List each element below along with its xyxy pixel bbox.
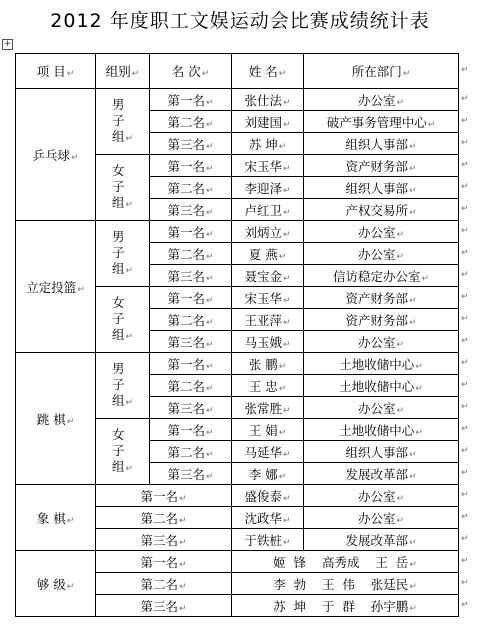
return-arrow-icon: ↵ bbox=[178, 515, 187, 526]
return-arrow-icon: ↵ bbox=[408, 471, 417, 482]
return-arrow-icon: ↵ bbox=[409, 581, 417, 592]
return-arrow-icon: ↵ bbox=[278, 251, 287, 262]
return-arrow-icon: ↵ bbox=[408, 537, 417, 548]
return-arrow-icon: ↵ bbox=[461, 533, 469, 544]
name-cell: 沈政华↵ bbox=[232, 507, 304, 529]
rank-cell: 第二名↵ bbox=[150, 177, 232, 199]
table-row bbox=[16, 89, 459, 111]
return-arrow-icon: ↵ bbox=[125, 265, 134, 276]
return-arrow-icon: ↵ bbox=[278, 427, 287, 438]
header-row bbox=[16, 54, 459, 89]
rank-cell: 第二名↵ bbox=[150, 375, 232, 397]
event-name: 立定投篮↵ bbox=[16, 221, 96, 353]
rank-cell: 第一名↵ bbox=[96, 551, 232, 573]
return-arrow-icon: ↵ bbox=[461, 555, 469, 566]
return-arrow-icon: ↵ bbox=[66, 416, 75, 427]
rank-cell: 第一名↵ bbox=[150, 419, 232, 441]
group-label-text: 女子组 bbox=[111, 294, 125, 342]
dept-cell: 土地收储中心↵ bbox=[304, 419, 459, 441]
return-arrow-icon: ↵ bbox=[125, 463, 134, 474]
return-arrow-icon: ↵ bbox=[461, 203, 469, 214]
return-arrow-icon: ↵ bbox=[178, 493, 187, 504]
group-label-text: 男子组 bbox=[111, 228, 125, 276]
dept-cell: 信访稳定办公室↵ bbox=[304, 265, 459, 287]
name-cell: 聂宝金↵ bbox=[232, 265, 304, 287]
return-arrow-icon: ↵ bbox=[461, 423, 469, 434]
group-label-text: 男子组 bbox=[111, 96, 125, 144]
return-arrow-icon: ↵ bbox=[205, 141, 214, 152]
dept-cell: 办公室↵ bbox=[304, 89, 459, 111]
return-arrow-icon: ↵ bbox=[461, 225, 469, 236]
return-arrow-icon: ↵ bbox=[461, 115, 469, 126]
return-arrow-icon: ↵ bbox=[282, 163, 291, 174]
return-arrow-icon: ↵ bbox=[409, 559, 417, 570]
table-row bbox=[16, 551, 459, 573]
dept-cell: 资产财务部↵ bbox=[304, 309, 459, 331]
dept-cell: 组织人事部↵ bbox=[304, 133, 459, 155]
dept-cell: 办公室↵ bbox=[304, 243, 459, 265]
return-arrow-icon: ↵ bbox=[461, 379, 469, 390]
return-arrow-icon: ↵ bbox=[278, 69, 287, 79]
return-arrow-icon: ↵ bbox=[461, 269, 469, 280]
name-cell: 马玉娥↵ bbox=[232, 331, 304, 353]
rank-cell: 第一名↵ bbox=[150, 155, 232, 177]
rank-cell: 第二名↵ bbox=[96, 507, 232, 529]
return-arrow-icon: ↵ bbox=[282, 537, 291, 548]
return-arrow-icon: ↵ bbox=[415, 383, 423, 394]
return-arrow-icon: ↵ bbox=[461, 93, 469, 104]
return-arrow-icon: ↵ bbox=[205, 185, 214, 196]
return-arrow-icon: ↵ bbox=[205, 361, 214, 372]
dept-cell: 办公室↵ bbox=[304, 397, 459, 419]
rank-cell: 第三名↵ bbox=[150, 397, 232, 419]
dept-cell: 资产财务部↵ bbox=[304, 287, 459, 309]
return-arrow-icon: ↵ bbox=[66, 69, 75, 79]
header-event: 项 目↵ bbox=[16, 54, 96, 89]
dept-cell: 土地收储中心↵ bbox=[304, 375, 459, 397]
results-table bbox=[15, 53, 459, 617]
name-cell: 夏 燕↵ bbox=[232, 243, 304, 265]
return-arrow-icon: ↵ bbox=[125, 397, 134, 408]
return-arrow-icon: ↵ bbox=[205, 405, 214, 416]
dept-cell: 组织人事部↵ bbox=[304, 441, 459, 463]
event-name: 象 棋↵ bbox=[16, 485, 96, 551]
return-arrow-icon: ↵ bbox=[282, 119, 291, 130]
group-label bbox=[96, 419, 150, 485]
rank-cell: 第二名↵ bbox=[150, 309, 232, 331]
return-arrow-icon: ↵ bbox=[282, 317, 291, 328]
rank-cell: 第三名↵ bbox=[150, 199, 232, 221]
dept-cell: 破产事务管理中心↵ bbox=[304, 111, 459, 133]
return-arrow-icon: ↵ bbox=[178, 581, 187, 592]
group-label bbox=[96, 353, 150, 419]
return-arrow-icon: ↵ bbox=[278, 383, 287, 394]
team-cell: 李 勃 王 伟 张廷民↵ bbox=[232, 573, 459, 595]
group-label bbox=[96, 287, 150, 353]
dept-cell: 组织人事部↵ bbox=[304, 177, 459, 199]
name-cell: 卢红卫↵ bbox=[232, 199, 304, 221]
return-arrow-icon: ↵ bbox=[461, 577, 469, 588]
return-arrow-icon: ↵ bbox=[396, 97, 405, 108]
dept-cell: 发展改革部↵ bbox=[304, 529, 459, 551]
return-arrow-icon: ↵ bbox=[205, 383, 214, 394]
return-arrow-icon: ↵ bbox=[408, 317, 417, 328]
return-arrow-icon: ↵ bbox=[205, 449, 214, 460]
return-arrow-icon: ↵ bbox=[125, 133, 134, 144]
rank-cell: 第二名↵ bbox=[150, 243, 232, 265]
name-cell: 王 忠↵ bbox=[232, 375, 304, 397]
return-arrow-icon: ↵ bbox=[178, 537, 187, 548]
rank-cell: 第三名↵ bbox=[150, 331, 232, 353]
return-arrow-icon: ↵ bbox=[461, 511, 469, 522]
return-arrow-icon: ↵ bbox=[178, 603, 187, 614]
name-cell: 苏 坤↵ bbox=[232, 133, 304, 155]
header-group: 组别↵ bbox=[96, 54, 150, 89]
dept-cell: 办公室↵ bbox=[304, 485, 459, 507]
name-cell: 王亚萍↵ bbox=[232, 309, 304, 331]
rank-cell: 第一名↵ bbox=[150, 221, 232, 243]
return-arrow-icon: ↵ bbox=[282, 273, 291, 284]
return-arrow-icon: ↵ bbox=[461, 467, 469, 478]
dept-cell: 产权交易所↵ bbox=[304, 199, 459, 221]
return-arrow-icon: ↵ bbox=[461, 247, 469, 258]
name-cell: 王 娟↵ bbox=[232, 419, 304, 441]
rank-cell: 第三名↵ bbox=[96, 595, 232, 617]
return-arrow-icon: ↵ bbox=[396, 405, 405, 416]
return-arrow-icon: ↵ bbox=[408, 295, 417, 306]
return-arrow-icon: ↵ bbox=[205, 471, 214, 482]
return-arrow-icon: ↵ bbox=[278, 471, 287, 482]
name-cell: 张 鹏↵ bbox=[232, 353, 304, 375]
table-row bbox=[16, 485, 459, 507]
return-arrow-icon: ↵ bbox=[282, 515, 291, 526]
rank-cell: 第二名↵ bbox=[150, 111, 232, 133]
return-arrow-icon: ↵ bbox=[408, 141, 417, 152]
return-arrow-icon: ↵ bbox=[205, 207, 214, 218]
return-arrow-icon: ↵ bbox=[396, 251, 405, 262]
return-arrow-icon: ↵ bbox=[205, 97, 214, 108]
group-label bbox=[96, 221, 150, 287]
return-arrow-icon: ↵ bbox=[282, 295, 291, 306]
event-name: 跳 棋↵ bbox=[16, 353, 96, 485]
return-arrow-icon: ↵ bbox=[66, 515, 75, 526]
return-arrow-icon: ↵ bbox=[282, 405, 291, 416]
return-arrow-icon: ↵ bbox=[278, 361, 287, 372]
event-name: 够 级↵ bbox=[16, 551, 96, 617]
return-arrow-icon: ↵ bbox=[396, 339, 405, 350]
group-label bbox=[96, 155, 150, 221]
return-arrow-icon: ↵ bbox=[396, 515, 405, 526]
header-rank: 名 次↵ bbox=[150, 54, 232, 89]
return-arrow-icon: ↵ bbox=[396, 493, 405, 504]
name-cell: 刘炳立↵ bbox=[232, 221, 304, 243]
return-arrow-icon: ↵ bbox=[461, 181, 469, 192]
name-cell: 宋玉华↵ bbox=[232, 287, 304, 309]
name-cell: 刘建国↵ bbox=[232, 111, 304, 133]
return-arrow-icon: ↵ bbox=[205, 339, 214, 350]
return-arrow-icon: ↵ bbox=[282, 229, 291, 240]
return-arrow-icon: ↵ bbox=[125, 199, 134, 210]
name-cell: 于铁桩↵ bbox=[232, 529, 304, 551]
dept-cell: 发展改革部↵ bbox=[304, 463, 459, 485]
return-arrow-icon: ↵ bbox=[278, 141, 287, 152]
return-arrow-icon: ↵ bbox=[77, 284, 85, 295]
return-arrow-icon: ↵ bbox=[408, 185, 417, 196]
rank-cell: 第三名↵ bbox=[96, 529, 232, 551]
return-arrow-icon: ↵ bbox=[402, 69, 411, 79]
return-arrow-icon: ↵ bbox=[461, 65, 469, 75]
name-cell: 李 娜↵ bbox=[232, 463, 304, 485]
return-arrow-icon: ↵ bbox=[409, 603, 417, 614]
return-arrow-icon: ↵ bbox=[408, 163, 417, 174]
return-arrow-icon: ↵ bbox=[205, 427, 214, 438]
return-arrow-icon: ↵ bbox=[282, 97, 291, 108]
return-arrow-icon: ↵ bbox=[205, 119, 214, 130]
name-cell: 张常胜↵ bbox=[232, 397, 304, 419]
group-label-text: 女子组 bbox=[111, 162, 125, 210]
return-arrow-icon: ↵ bbox=[427, 119, 436, 130]
dept-cell: 办公室↵ bbox=[304, 221, 459, 243]
dept-cell: 土地收储中心↵ bbox=[304, 353, 459, 375]
return-arrow-icon: ↵ bbox=[282, 339, 291, 350]
dept-cell: 办公室↵ bbox=[304, 507, 459, 529]
return-arrow-icon: ↵ bbox=[282, 185, 291, 196]
rank-cell: 第二名↵ bbox=[96, 573, 232, 595]
rank-cell: 第一名↵ bbox=[150, 353, 232, 375]
name-cell: 张仕法↵ bbox=[232, 89, 304, 111]
return-arrow-icon: ↵ bbox=[461, 401, 469, 412]
name-cell: 马延华↵ bbox=[232, 441, 304, 463]
return-arrow-icon: ↵ bbox=[205, 229, 214, 240]
event-name: 乒乓球↵ bbox=[16, 89, 96, 221]
return-arrow-icon: ↵ bbox=[205, 251, 214, 262]
return-arrow-icon: ↵ bbox=[421, 273, 430, 284]
return-arrow-icon: ↵ bbox=[415, 427, 423, 438]
rank-cell: 第三名↵ bbox=[150, 265, 232, 287]
return-arrow-icon: ↵ bbox=[282, 493, 291, 504]
return-arrow-icon: ↵ bbox=[461, 335, 469, 346]
group-label bbox=[96, 89, 150, 155]
group-label-text: 女子组 bbox=[111, 426, 125, 474]
return-arrow-icon: ↵ bbox=[396, 229, 405, 240]
return-arrow-icon: ↵ bbox=[408, 449, 417, 460]
rank-cell: 第一名↵ bbox=[96, 485, 232, 507]
rank-cell: 第三名↵ bbox=[150, 463, 232, 485]
return-arrow-icon: ↵ bbox=[461, 599, 469, 610]
name-cell: 宋玉华↵ bbox=[232, 155, 304, 177]
name-cell: 盛俊泰↵ bbox=[232, 485, 304, 507]
return-arrow-icon: ↵ bbox=[131, 69, 140, 79]
return-arrow-icon: ↵ bbox=[205, 273, 214, 284]
return-arrow-icon: ↵ bbox=[282, 449, 291, 460]
header-dept: 所在部门↵ bbox=[304, 54, 459, 89]
rank-cell: 第一名↵ bbox=[150, 89, 232, 111]
table-row bbox=[16, 353, 459, 375]
return-arrow-icon: ↵ bbox=[205, 295, 214, 306]
return-arrow-icon: ↵ bbox=[178, 559, 187, 570]
return-arrow-icon: ↵ bbox=[205, 317, 214, 328]
return-arrow-icon: ↵ bbox=[282, 207, 291, 218]
rank-cell: 第一名↵ bbox=[150, 287, 232, 309]
team-cell: 苏 坤 于 群 孙宇鹏↵ bbox=[232, 595, 459, 617]
header-name: 姓 名↵ bbox=[232, 54, 304, 89]
return-arrow-icon: ↵ bbox=[125, 331, 134, 342]
return-arrow-icon: ↵ bbox=[70, 152, 79, 163]
return-arrow-icon: ↵ bbox=[461, 159, 469, 170]
rank-cell: 第二名↵ bbox=[150, 441, 232, 463]
return-arrow-icon: ↵ bbox=[66, 581, 75, 592]
return-arrow-icon: ↵ bbox=[461, 291, 469, 302]
name-cell: 李迎泽↵ bbox=[232, 177, 304, 199]
page-title: 2012 年度职工文娱运动会比赛成绩统计表 bbox=[50, 10, 430, 32]
return-arrow-icon: ↵ bbox=[461, 489, 469, 500]
return-arrow-icon: ↵ bbox=[408, 207, 417, 218]
return-arrow-icon: ↵ bbox=[461, 357, 469, 368]
return-arrow-icon: ↵ bbox=[461, 445, 469, 456]
move-handle-icon[interactable]: + bbox=[3, 39, 12, 49]
return-arrow-icon: ↵ bbox=[205, 163, 214, 174]
return-arrow-icon: ↵ bbox=[415, 361, 423, 372]
table-row bbox=[16, 221, 459, 243]
team-cell: 姬 锋 高秀成 王 岳↵ bbox=[232, 551, 459, 573]
dept-cell: 办公室↵ bbox=[304, 331, 459, 353]
return-arrow-icon: ↵ bbox=[461, 137, 469, 148]
return-arrow-icon: ↵ bbox=[461, 313, 469, 324]
group-label-text: 男子组 bbox=[111, 360, 125, 408]
rank-cell: 第三名↵ bbox=[150, 133, 232, 155]
return-arrow-icon: ↵ bbox=[201, 69, 210, 79]
dept-cell: 资产财务部↵ bbox=[304, 155, 459, 177]
